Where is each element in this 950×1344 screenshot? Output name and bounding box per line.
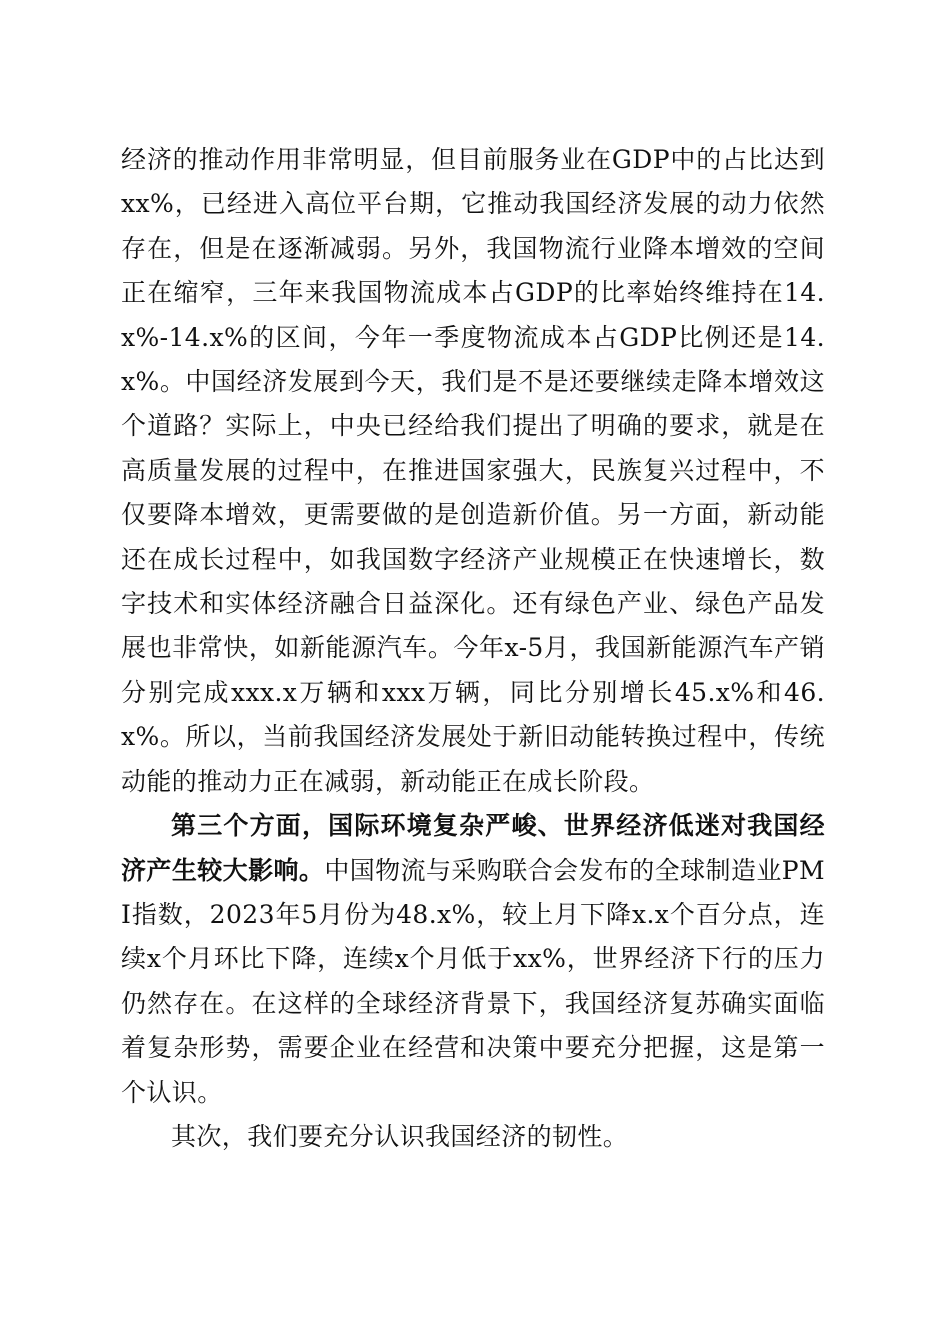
paragraph-text: 经济的推动作用非常明显，但目前服务业在GDP中的占比达到xx%，已经进入高位平台期，它推动我国经济发展的动力依然存在，但是在逐渐减弱。另外，我国物流行业降本增效的空间正在缩窄，三年来我国物流成本占GDP的比率始终维持在14.x%-14.x%的区间，今年一季度物流成本占GDP比例还是14.x%。中国经济发展到今天，我们是不是还要继续走降本增效这个道路？实际上，中央已经给我们提出了明确的要求，就是在高质量发展的过程中，在推进国家强大，民族复兴过程中，不仅要降本增效，更需要做的是创造新价值。另一方面，新动能还在成长过程中，如我国数字经济产业规模正在快速增长，数字技术和实体经济融合日益深化。还有绿色产业、绿色产品发展也非常快，如新能源汽车。今年x-5月，我国新能源汽车产销分别完成xxx.x万辆和xxx万辆，同比分别增长45.x%和46.x%。所以，当前我国经济发展处于新旧动能转换过程中，传统动能的推动力正在减弱，新动能正在成长阶段。 [121,145,825,796]
paragraph-heading: 第三个方面，国际环境复杂严峻、世界经济低迷对我国经济产生较大影响。 [121,811,825,885]
paragraph-text: 中国物流与采购联合会发布的全球制造业PMI指数，2023年5月份为48.x%，较上月下降x.x个百分点，连续x个月环比下降，连续x个月低于xx%，世界经济下行的压力仍然存在。在这样的全球经济背景下，我国经济复苏确实面临着复杂形势，需要企业在经营和决策中要充分把握，这是第一个认识。 [121,855,826,1107]
paragraph-third-aspect [121,804,825,1115]
paragraph-text: 其次，我们要充分认识我国经济的韧性。 [171,1121,629,1151]
document-body [121,138,825,1159]
paragraph-second-point [121,1115,825,1159]
paragraph-continuation [121,138,825,804]
